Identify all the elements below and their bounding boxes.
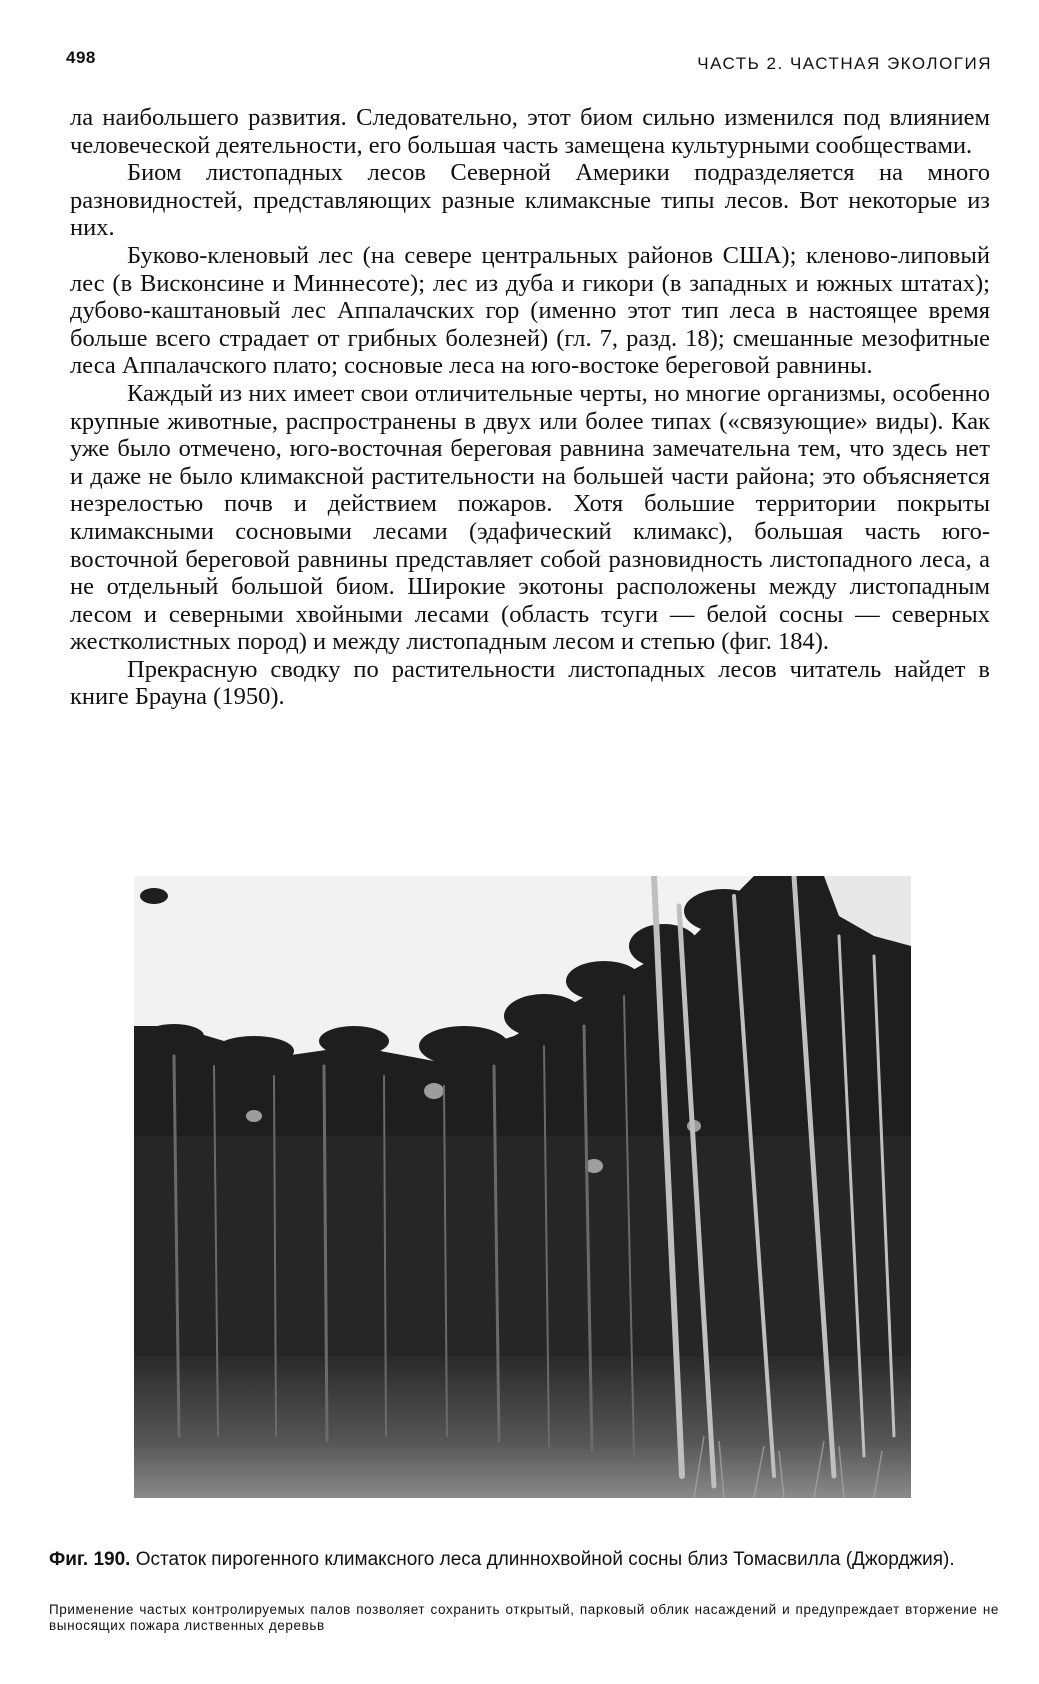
- paragraph-5: Прекрасную сводку по растительности листопадных лесов читатель найдет в книге Брауна (1950).: [70, 655, 990, 711]
- paragraph-4: Каждый из них имеет свои отличительные черты, но многие организмы, особенно крупные животные, распространены в двух или более типах («связующие» виды). Как уже было отмечено, юго-восточная береговая равнина замечательна тем, что здесь нет и даже не было климаксной растительности на большей части района; это объясняется незрелостью почв и действием пожаров. Хотя большие территории покрыты климаксными сосновыми лесами (эдафический климакс), большая часть юго-восточной береговой равнины представляет собой разновидность листопадного леса, а не отдельный большой биом. Широкие экотоны расположены между листопадным лесом и северными хвойными лесами (область тсуги — белой сосны — северных жестколистных пород) и между листопадным лесом и степью (фиг. 184).: [70, 379, 990, 656]
- page-number: 498: [66, 48, 96, 67]
- pine-forest-image: [134, 876, 911, 1498]
- paragraph-1: ла наибольшего развития. Следовательно, этот биом сильно изменился под влиянием человеческой деятельности, его большая часть замещена культурными сообществами.: [70, 104, 990, 159]
- forest-photograph: [134, 876, 911, 1498]
- figure-caption-text: Остаток пирогенного климаксного леса длиннохвойной сосны близ Томасвилла (Джорджия).: [135, 1549, 955, 1570]
- paragraph-3: Буково-кленовый лес (на севере центральных районов США); кленово-липовый лес (в Висконсине и Миннесоте); лес из дуба и гикори (в западных и южных штатах); дубово-каштановый лес Аппалачских гор (именно этот тип леса в настоящее время больше всего страдает от грибных болезней) (гл. 7, разд. 18); смешанные мезофитные леса Аппалачского плато; сосновые леса на юго-востоке береговой равнины.: [70, 241, 990, 380]
- figure-label: Фиг. 190.: [49, 1549, 131, 1570]
- figure-note: Применение частых контролируемых палов позволяет сохранить открытый, парковый облик насаждений и предупреждает вторжение не выносящих пожара лиственных деревьв: [49, 1602, 999, 1633]
- page-header: [66, 48, 992, 78]
- running-title: ЧАСТЬ 2. ЧАСТНАЯ ЭКОЛОГИЯ: [697, 54, 992, 73]
- paragraph-2: Биом листопадных лесов Северной Америки подразделяется на много разновидностей, представляющих разные климаксные типы лесов. Вот некоторые из них.: [70, 159, 990, 242]
- figure-caption: [49, 1548, 999, 1571]
- body-text: [70, 104, 990, 711]
